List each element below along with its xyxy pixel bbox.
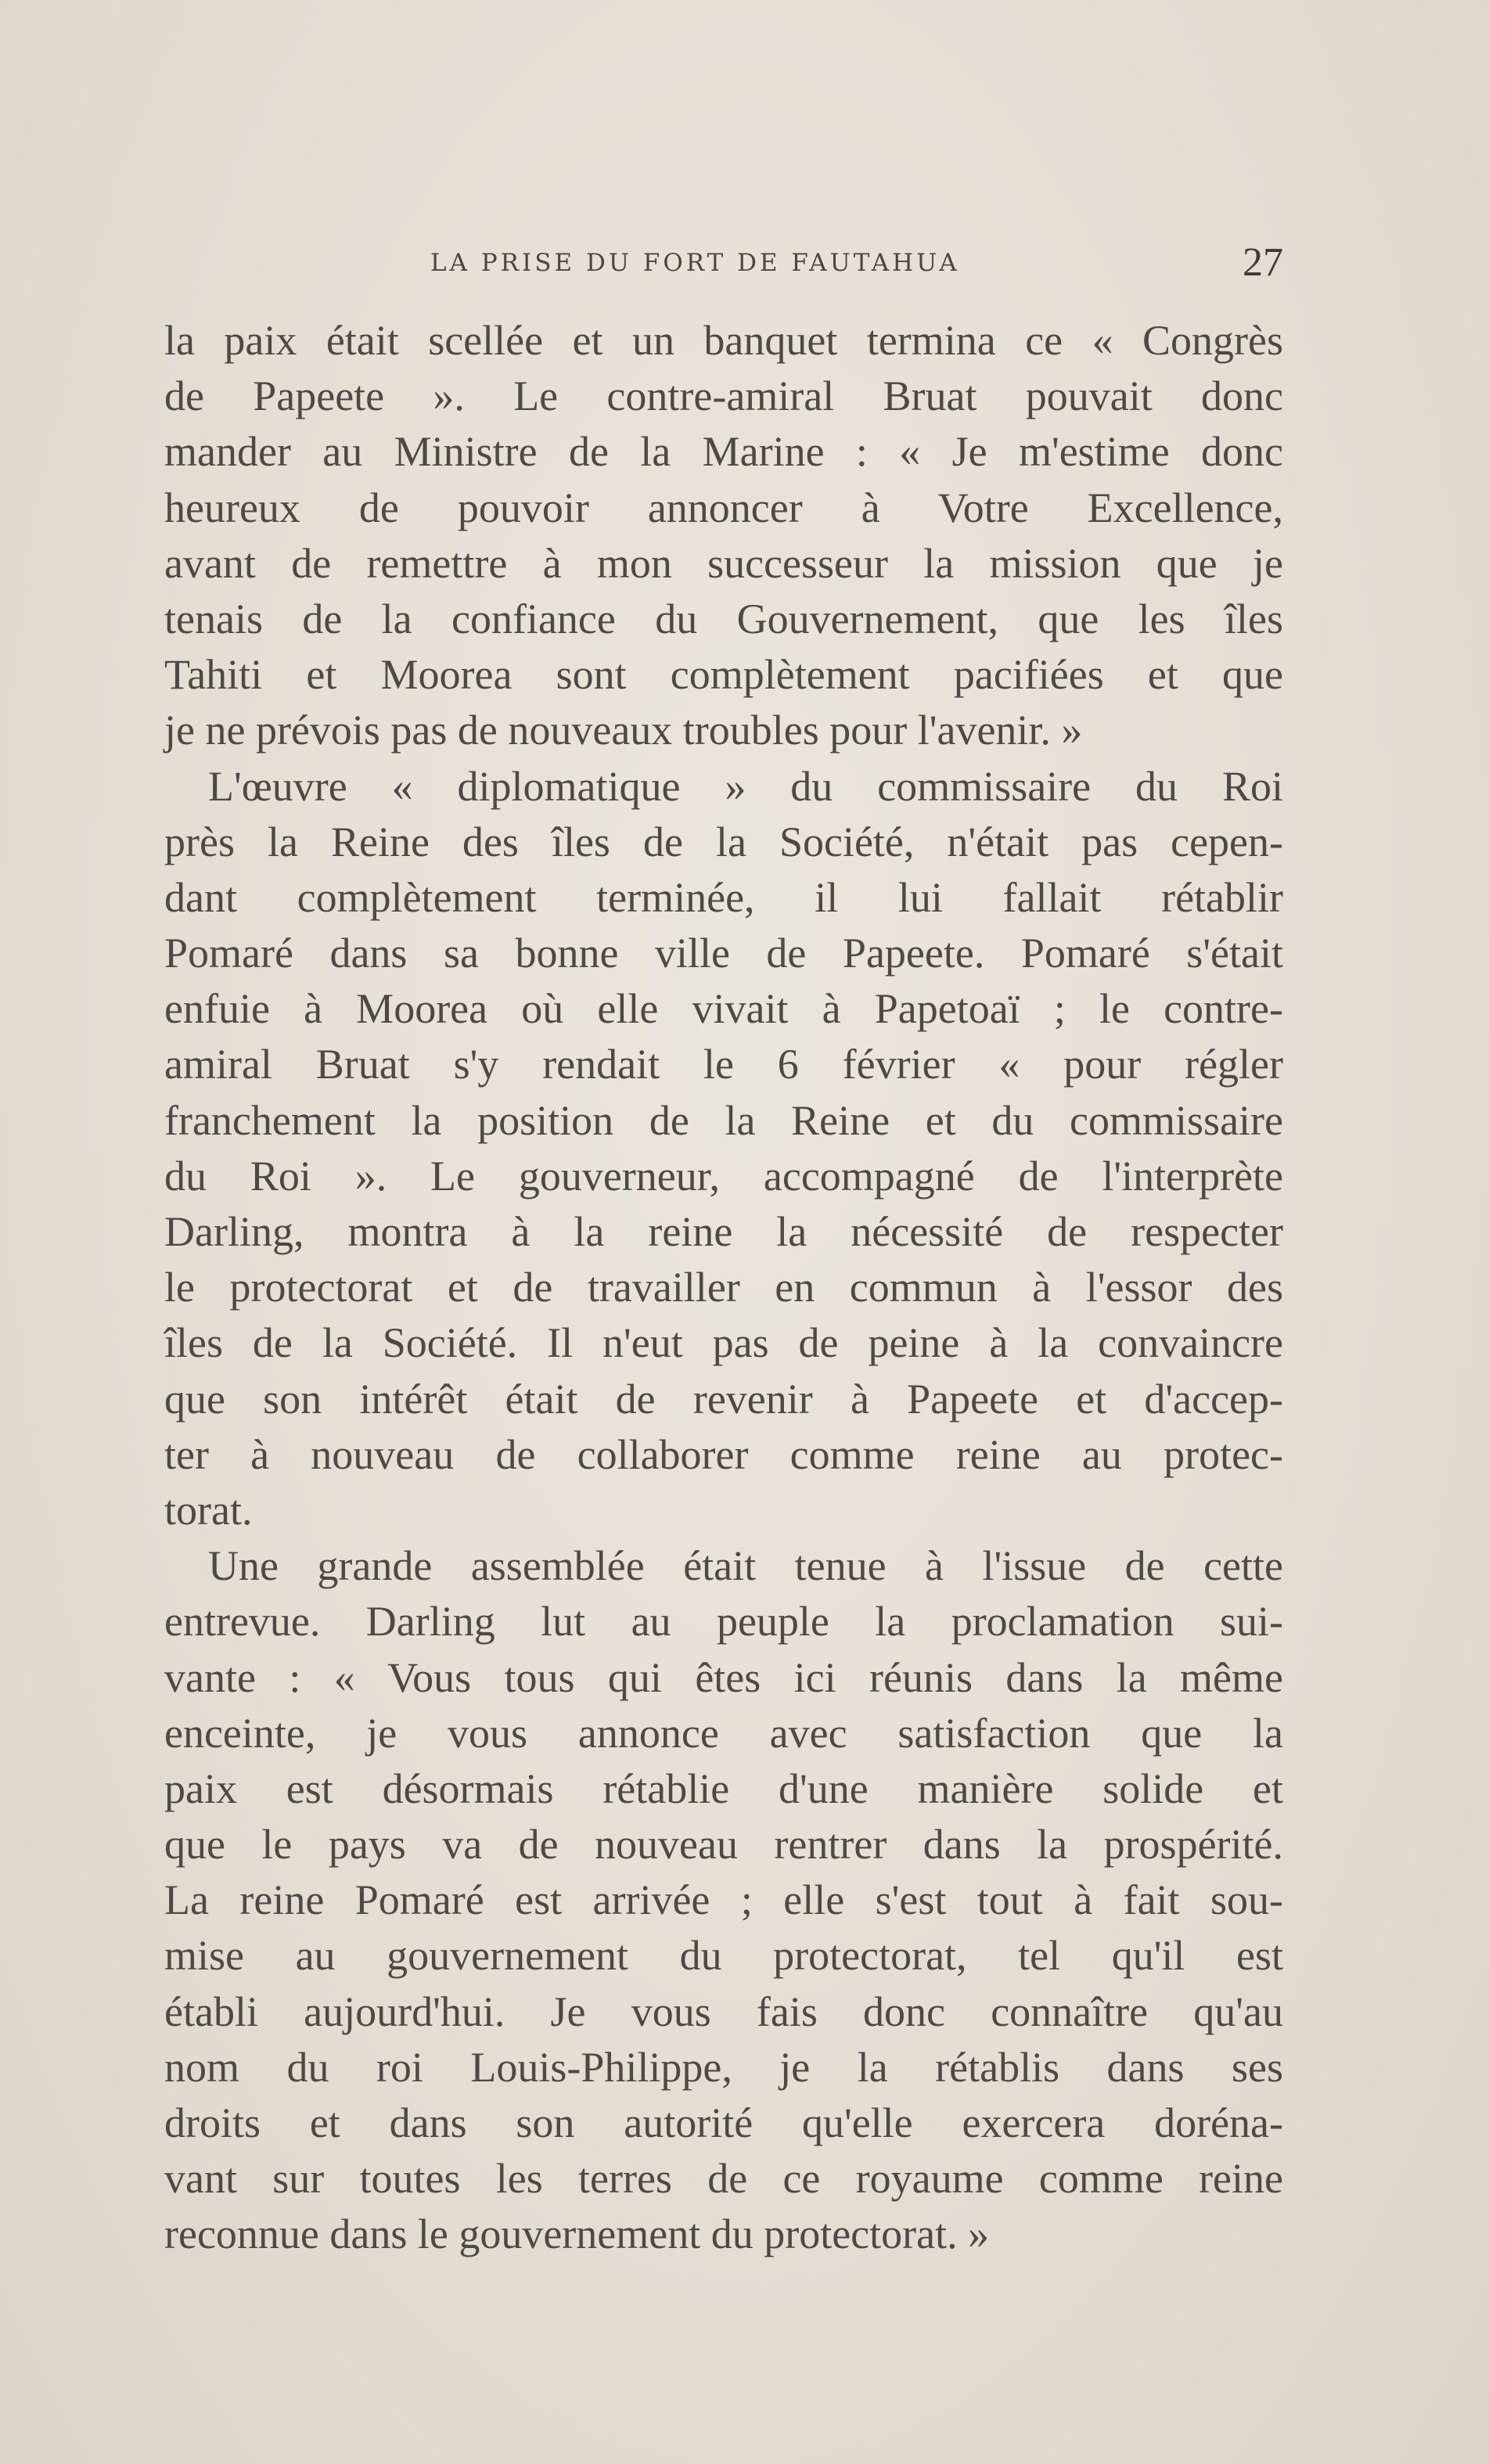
text-line: du Roi ». Le gouverneur, accompagné de l'interprète bbox=[164, 1152, 1283, 1200]
text-line: avant de remettre à mon successeur la mission que je bbox=[164, 539, 1283, 587]
text-line: vante : « Vous tous qui êtes ici réunis dans la même bbox=[164, 1653, 1283, 1701]
text-line: heureux de pouvoir annoncer à Votre Excellence, bbox=[164, 484, 1283, 531]
text-line: dant complètement terminée, il lui fallait rétablir bbox=[164, 873, 1283, 921]
running-title: LA PRISE DU FORT DE FAUTAHUA bbox=[430, 249, 960, 277]
text-line: près la Reine des îles de la Société, n'était pas cepen- bbox=[164, 818, 1283, 865]
text-line: paix est désormais rétablie d'une manière solide et bbox=[164, 1764, 1283, 1812]
text-line: tenais de la confiance du Gouvernement, que les îles bbox=[164, 595, 1283, 642]
paragraph-3 bbox=[164, 1538, 1283, 2262]
text-line: mander au Ministre de la Marine : « Je m'estime donc bbox=[164, 428, 1283, 476]
text-line: de Papeete ». Le contre-amiral Bruat pouvait donc bbox=[164, 372, 1283, 420]
text-line: vant sur toutes les terres de ce royaume comme reine bbox=[164, 2155, 1283, 2203]
body-text bbox=[164, 313, 1283, 2263]
text-line: mise au gouvernement du protectorat, tel qu'il est bbox=[164, 1932, 1283, 1980]
text-line: reconnue dans le gouvernement du protectorat. » bbox=[164, 2210, 990, 2258]
text-line: je ne prévois pas de nouveaux troubles pour l'avenir. » bbox=[164, 707, 1083, 754]
text-line: le protectorat et de travailler en commun à l'essor des bbox=[164, 1264, 1283, 1311]
paragraph-1 bbox=[164, 313, 1283, 759]
page-number: 27 bbox=[1243, 240, 1283, 285]
text-line: ter à nouveau de collaborer comme reine au protec- bbox=[164, 1430, 1283, 1478]
text-line: amiral Bruat s'y rendait le 6 février « pour régler bbox=[164, 1041, 1283, 1088]
running-head bbox=[164, 239, 1283, 286]
text-line: enceinte, je vous annonce avec satisfaction que la bbox=[164, 1709, 1283, 1757]
text-line: que le pays va de nouveau rentrer dans la prospérité. bbox=[164, 1821, 1283, 1869]
text-line: la paix était scellée et un banquet termina ce « Congrès bbox=[164, 317, 1283, 364]
text-line: établi aujourd'hui. Je vous fais donc connaître qu'au bbox=[164, 1987, 1283, 2035]
text-line: îles de la Société. Il n'eut pas de peine à la convaincre bbox=[164, 1319, 1283, 1367]
text-line: enfuie à Moorea où elle vivait à Papetoaï ; le contre- bbox=[164, 985, 1283, 1033]
text-line: torat. bbox=[164, 1486, 253, 1534]
text-line: La reine Pomaré est arrivée ; elle s'est tout à fait sou- bbox=[164, 1876, 1283, 1924]
text-line: Darling, montra à la reine la nécessité de respecter bbox=[164, 1208, 1283, 1255]
text-line: Tahiti et Moorea sont complètement pacifiées et que bbox=[164, 651, 1283, 699]
text-line: franchement la position de la Reine et du commissaire bbox=[164, 1096, 1283, 1144]
text-line: que son intérêt était de revenir à Papeete et d'accep- bbox=[164, 1375, 1283, 1423]
text-line: droits et dans son autorité qu'elle exercera doréna- bbox=[164, 2099, 1283, 2146]
text-line: nom du roi Louis-Philippe, je la rétablis dans ses bbox=[164, 2043, 1283, 2091]
text-line: Pomaré dans sa bonne ville de Papeete. Pomaré s'était bbox=[164, 930, 1283, 977]
paragraph-2 bbox=[164, 759, 1283, 1539]
text-line: L'œuvre « diplomatique » du commissaire du Roi bbox=[208, 762, 1283, 810]
text-line: entrevue. Darling lut au peuple la proclamation sui- bbox=[164, 1598, 1283, 1646]
text-line: Une grande assemblée était tenue à l'issue de cette bbox=[208, 1542, 1283, 1590]
